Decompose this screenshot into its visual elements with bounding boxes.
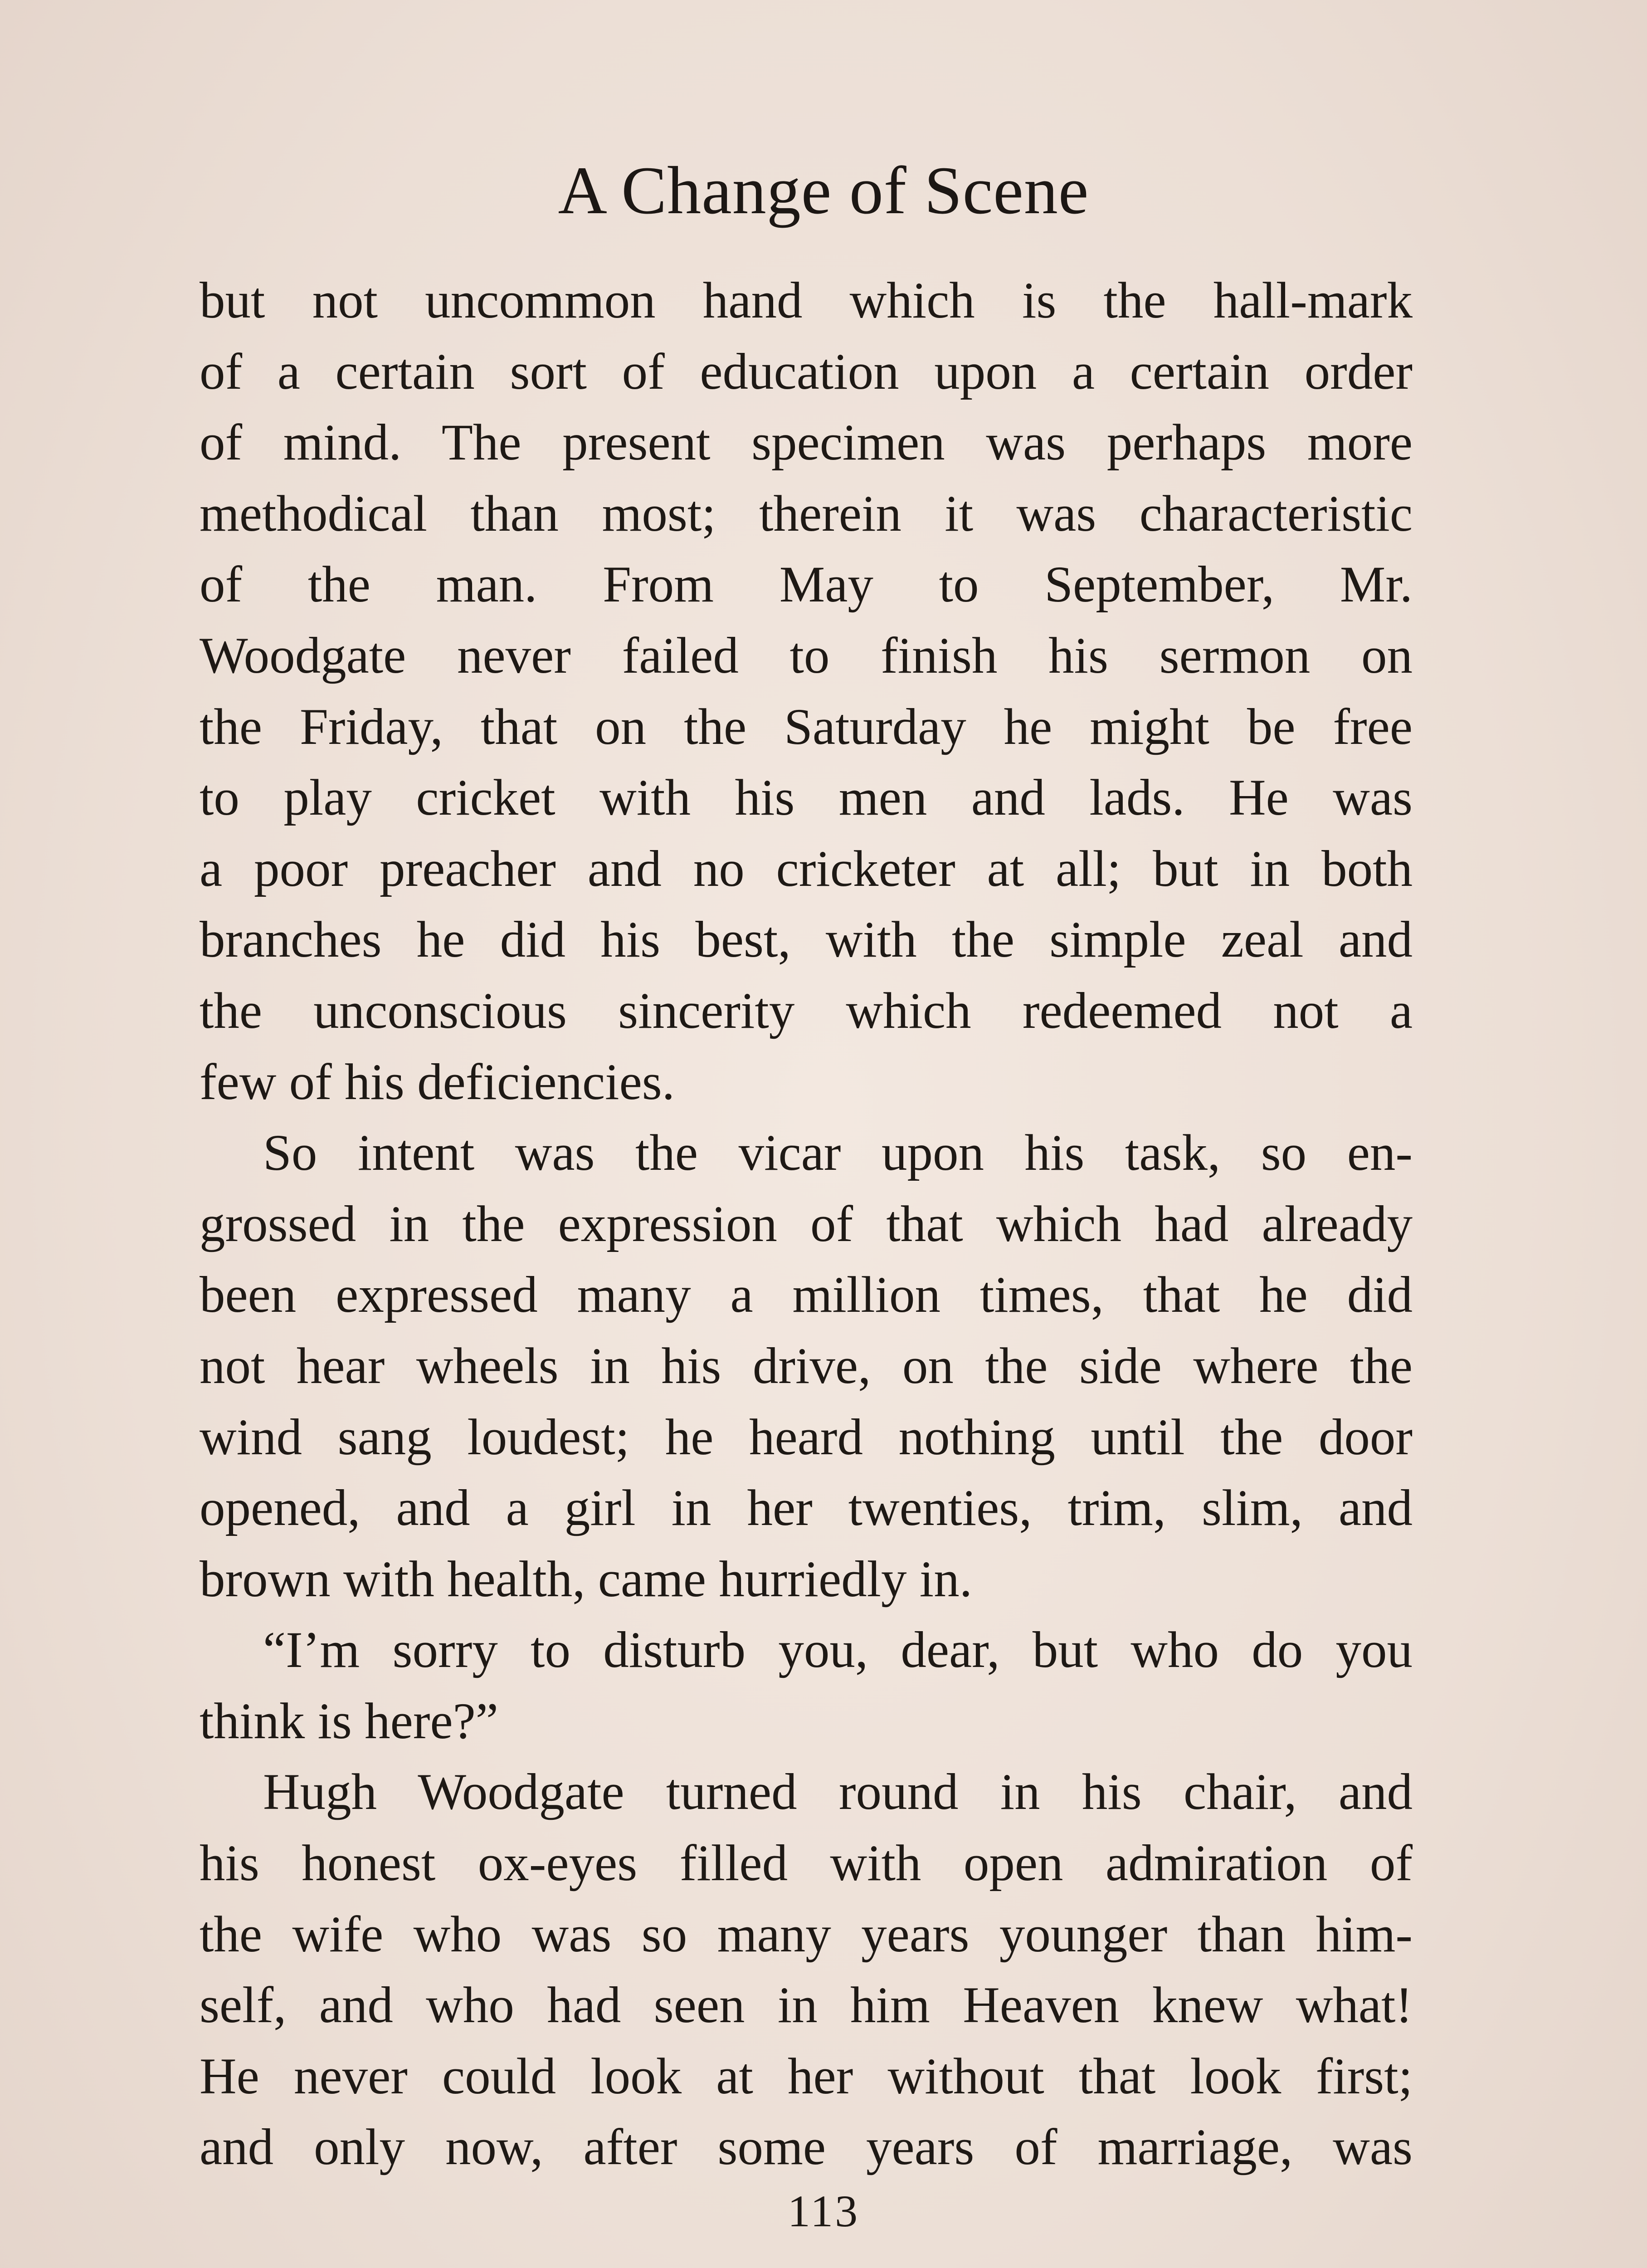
- text-line: a poor preacher and no cricketer at all; but in both: [200, 840, 1413, 897]
- text-line: of a certain sort of education upon a certain order: [200, 343, 1413, 400]
- text-line: brown with health, came hurriedly in.: [200, 1550, 972, 1608]
- text-line: of mind. The present specimen was perhaps more: [200, 414, 1413, 471]
- text-line: but not uncommon hand which is the hall-mark: [200, 272, 1413, 329]
- text-line: self, and who had seen in him Heaven knew what!: [200, 1977, 1413, 2034]
- text-line: So intent was the vicar upon his task, so en-: [263, 1124, 1413, 1182]
- text-line: few of his deficiencies.: [200, 1053, 675, 1110]
- text-line: branches he did his best, with the simple zeal and: [200, 911, 1413, 968]
- text-line: the Friday, that on the Saturday he might be free: [200, 698, 1413, 755]
- text-line: methodical than most; therein it was characteristic: [200, 485, 1413, 542]
- text-line: the unconscious sincerity which redeemed not a: [200, 982, 1413, 1039]
- page-number: 113: [787, 2186, 860, 2236]
- text-line: his honest ox-eyes filled with open admiration of: [200, 1835, 1413, 1892]
- text-line: been expressed many a million times, that he did: [200, 1266, 1413, 1324]
- text-line: the wife who was so many years younger than him-: [200, 1906, 1413, 1963]
- text-line: and only now, after some years of marriage, was: [200, 2119, 1413, 2176]
- text-line: wind sang loudest; he heard nothing until the door: [200, 1408, 1413, 1466]
- running-head: A Change of Scene: [558, 153, 1089, 228]
- text-line: to play cricket with his men and lads. He was: [200, 769, 1413, 826]
- text-line: think is here?”: [200, 1692, 498, 1750]
- text-line: Hugh Woodgate turned round in his chair, and: [263, 1764, 1413, 1821]
- body-text: [200, 265, 1413, 2183]
- text-line: He never could look at her without that look first;: [200, 2048, 1413, 2105]
- text-line: not hear wheels in his drive, on the side where the: [200, 1337, 1413, 1394]
- text-line: Woodgate never failed to finish his sermon on: [200, 627, 1413, 684]
- text-line: of the man. From May to September, Mr.: [200, 556, 1413, 613]
- text-line: opened, and a girl in her twenties, trim, slim, and: [200, 1480, 1413, 1537]
- text-line: “I’m sorry to disturb you, dear, but who do you: [263, 1622, 1413, 1679]
- text-line: grossed in the expression of that which had already: [200, 1195, 1413, 1252]
